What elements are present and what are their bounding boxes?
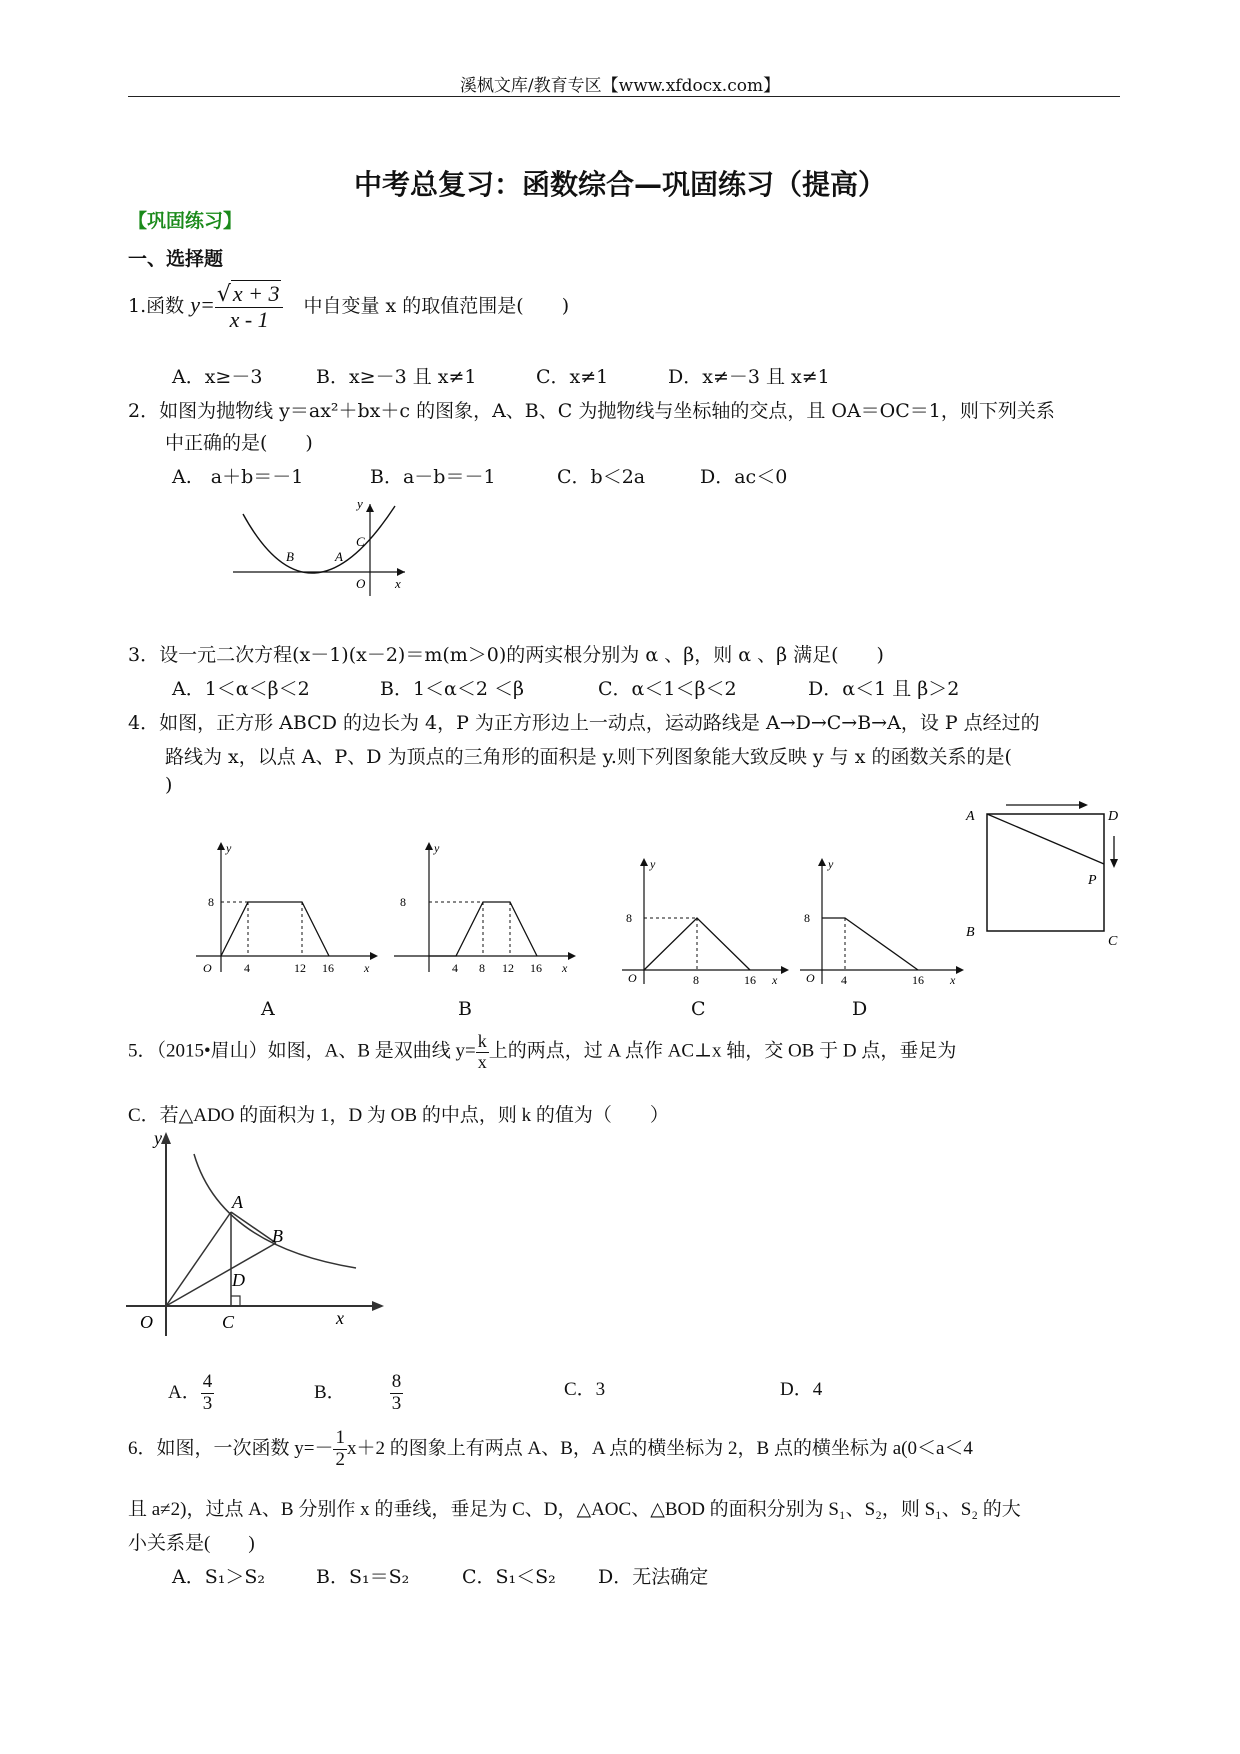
q5-option-a [168,1372,214,1415]
q6-prefix: 6．如图，一次函数 y=－ [128,1437,334,1459]
q3-option-a: A．1＜α＜β＜2 [172,678,310,700]
x-arrow [397,568,405,576]
vertex-b: B [966,925,975,940]
x-label: x [950,973,956,987]
point-c-label: C [356,534,365,549]
y-label: y [650,857,656,871]
header-rule [128,96,1120,97]
x-label: x [336,1308,344,1328]
point-p: P [1088,873,1097,888]
vertex-c: C [1108,934,1118,949]
q5-line2: C．若△ADO 的面积为 1，D 为 OB 的中点，则 k 的值为（ ） [128,1105,669,1126]
q5-option-a-frac [201,1372,215,1415]
origin-label: O [806,971,815,985]
segment-ap [987,814,1104,864]
q5-option-c: C．3 [564,1379,606,1400]
y-label: y [226,841,232,855]
q6-option-b: B．S₁＝S₂ [316,1566,410,1588]
section-tag: 【巩固练习】 [128,210,243,232]
q4-line2: 路线为 x，以点 A、P、D 为顶点的三角形的面积是 y.则下列图象能大致反映 y 与 x 的函数关系的是( [165,746,1012,768]
origin-label: O [203,961,212,975]
q5-prefix: 5．（2015•眉山）如图，A、B 是双曲线 y= [128,1040,476,1062]
graph-c [622,854,792,994]
q6-line1 [128,1428,973,1471]
x-arrow [568,952,576,960]
tick-16: 16 [912,973,924,987]
tick-16: 16 [744,973,756,987]
segment-ob [166,1243,276,1306]
q2-option-a: A. a＋b＝－1 [172,466,304,488]
graph-b [394,838,584,978]
tick-8: 8 [208,895,214,909]
tick-4: 4 [452,961,458,975]
q6-option-a: A．S₁＞S₂ [172,1566,265,1588]
q5-option-b [314,1372,403,1415]
q5-line1 [128,1032,956,1073]
square [987,814,1104,931]
vertex-d: D [1108,809,1119,824]
x-label: x [364,961,370,975]
q6-frac-num: 1 [335,1427,345,1448]
x-arrow [781,966,789,974]
q5-k: k [477,1031,487,1051]
origin-label: O [356,576,366,591]
q2-line2: 中正确的是( ) [165,432,313,454]
x-arrow [370,952,378,960]
x-arrow [956,966,964,974]
y-arrow [425,842,433,850]
q2-line1: 2．如图为抛物线 y＝ax²＋bx＋c 的图象，A、B、C 为抛物线与坐标轴的交点，且 OA＝OC＝1，则下列关系 [128,400,1055,422]
point-a-label: A [232,1192,243,1212]
y-arrow [217,842,225,850]
tick-8: 8 [400,895,406,909]
q1-suffix: 中自变量 x 的取值范围是( ) [303,295,570,318]
q1-y: y [190,292,200,318]
q4-line1: 4．如图，正方形 ABCD 的边长为 4，P 为正方形边上一动点，运动路线是 A→D→C→B→A，设 P 点经过的 [128,712,1040,734]
q1-denominator: x - 1 [229,307,269,333]
vertex-a: A [966,809,975,824]
y-label: y [357,496,363,511]
q6-option-c: C．S₁＜S₂ [462,1566,556,1588]
origin-label: O [140,1312,153,1332]
q2-option-b: B．a－b＝－1 [370,466,496,488]
graph-b-name: B [458,998,472,1020]
point-b-label: B [286,549,294,564]
q6-suffix: x＋2 的图象上有两点 A、B，A 点的横坐标为 2，B 点的横坐标为 a(0＜a＜4 [346,1437,973,1459]
q1-option-b: B．x≥－3 且 x≠1 [316,366,477,388]
origin-label: O [628,971,637,985]
tick-4: 4 [841,973,847,987]
tick-4: 4 [244,961,250,975]
square-figure [956,800,1126,950]
graph-a-line [221,902,329,956]
y-arrow [366,504,374,512]
point-d-label: D [232,1270,245,1290]
y-arrow [818,858,826,866]
arrow-right-head [1079,801,1088,809]
tick-8: 8 [626,911,632,925]
q1-option-d: D．x≠－3 且 x≠1 [668,366,830,388]
tick-16: 16 [322,961,334,975]
q3-line1: 3．设一元二次方程(x－1)(x－2)＝m(m＞0)的两实根分别为 α 、β，则 α 、β 满足( ) [128,644,884,666]
tick-12: 12 [294,961,306,975]
q6-option-d: D．无法确定 [598,1566,709,1588]
q5-option-b-den: 3 [391,1392,402,1414]
q6-frac-den: 2 [335,1448,345,1470]
tick-8: 8 [804,911,810,925]
segment-oa [166,1212,231,1306]
tick-8x: 8 [693,973,699,987]
q1-numerator: √x + 3 [215,282,284,308]
graph-c-name: C [691,998,706,1020]
q1-fraction [215,282,284,332]
q4-line3: ) [165,774,173,796]
q1-option-c: C．x≠1 [536,366,609,388]
q5-option-a-num: 4 [202,1371,213,1392]
graph-d [800,854,970,994]
q5-option-b-label: B． [314,1381,346,1403]
q6-line2: 且 a≠2)，过点 A、B 分别作 x 的垂线，垂足为 C、D，△AOC、△BOD 的面积分别为 S₁、S₂，则 S₁、S₂ 的大 [128,1499,1021,1520]
tick-8x: 8 [479,961,485,975]
q1-radicand: x + 3 [232,281,280,306]
question-1 [128,282,569,332]
q1-eq: = [199,292,215,318]
tick-16: 16 [530,961,542,975]
hyperbola-figure [126,1126,396,1346]
page-header: 溪枫文库/教育专区【www.xfdocx.com】 [459,76,781,96]
q2-option-c: C．b＜2a [557,466,646,488]
q1-option-a: A．x≥－3 [172,366,263,388]
y-arrow [640,858,648,866]
graph-d-line [822,918,918,970]
q5-fraction [476,1032,489,1073]
page-title: 中考总复习：函数综合—巩固练习（提高） [353,168,886,201]
point-a-label: A [335,549,343,564]
q6-line3: 小关系是( ) [128,1533,255,1554]
hyperbola-curve [194,1154,356,1268]
q6-fraction [333,1428,347,1471]
point-b-label: B [272,1226,283,1246]
q3-option-c: C．α＜1＜β＜2 [598,678,737,700]
y-label: y [154,1128,162,1148]
point-c-label: C [222,1312,235,1332]
x-label: x [395,576,401,591]
graph-d-name: D [852,998,868,1020]
q5-suffix: 上的两点，过 A 点作 AC⊥x 轴，交 OB 于 D 点，垂足为 [488,1040,957,1062]
right-angle-mark [231,1296,240,1306]
y-arrow [161,1132,171,1144]
arrow-down-head [1110,859,1118,868]
q3-option-d: D．α＜1 且 β＞2 [808,678,960,700]
section-heading: 一、选择题 [128,248,224,270]
q5-option-d: D．4 [780,1379,823,1400]
q5-option-b-frac [390,1372,404,1415]
parabola-figure [225,496,405,596]
x-label: x [562,961,568,975]
q2-option-d: D．ac＜0 [700,466,788,488]
segment-ab [231,1212,276,1243]
tick-12: 12 [502,961,514,975]
q1-prefix: 1.函数 [128,295,185,318]
graph-a [196,838,386,978]
q5-x: x [477,1051,487,1072]
y-label: y [828,857,834,871]
q5-option-a-label: A． [168,1381,201,1403]
q3-option-b: B．1＜α＜2 ＜β [380,678,524,700]
x-arrow [372,1301,384,1311]
q5-option-a-den: 3 [202,1392,213,1414]
y-label: y [434,841,440,855]
q5-option-b-num: 8 [391,1371,402,1392]
x-label: x [772,973,778,987]
parabola-curve [243,506,395,573]
graph-a-name: A [261,998,275,1020]
